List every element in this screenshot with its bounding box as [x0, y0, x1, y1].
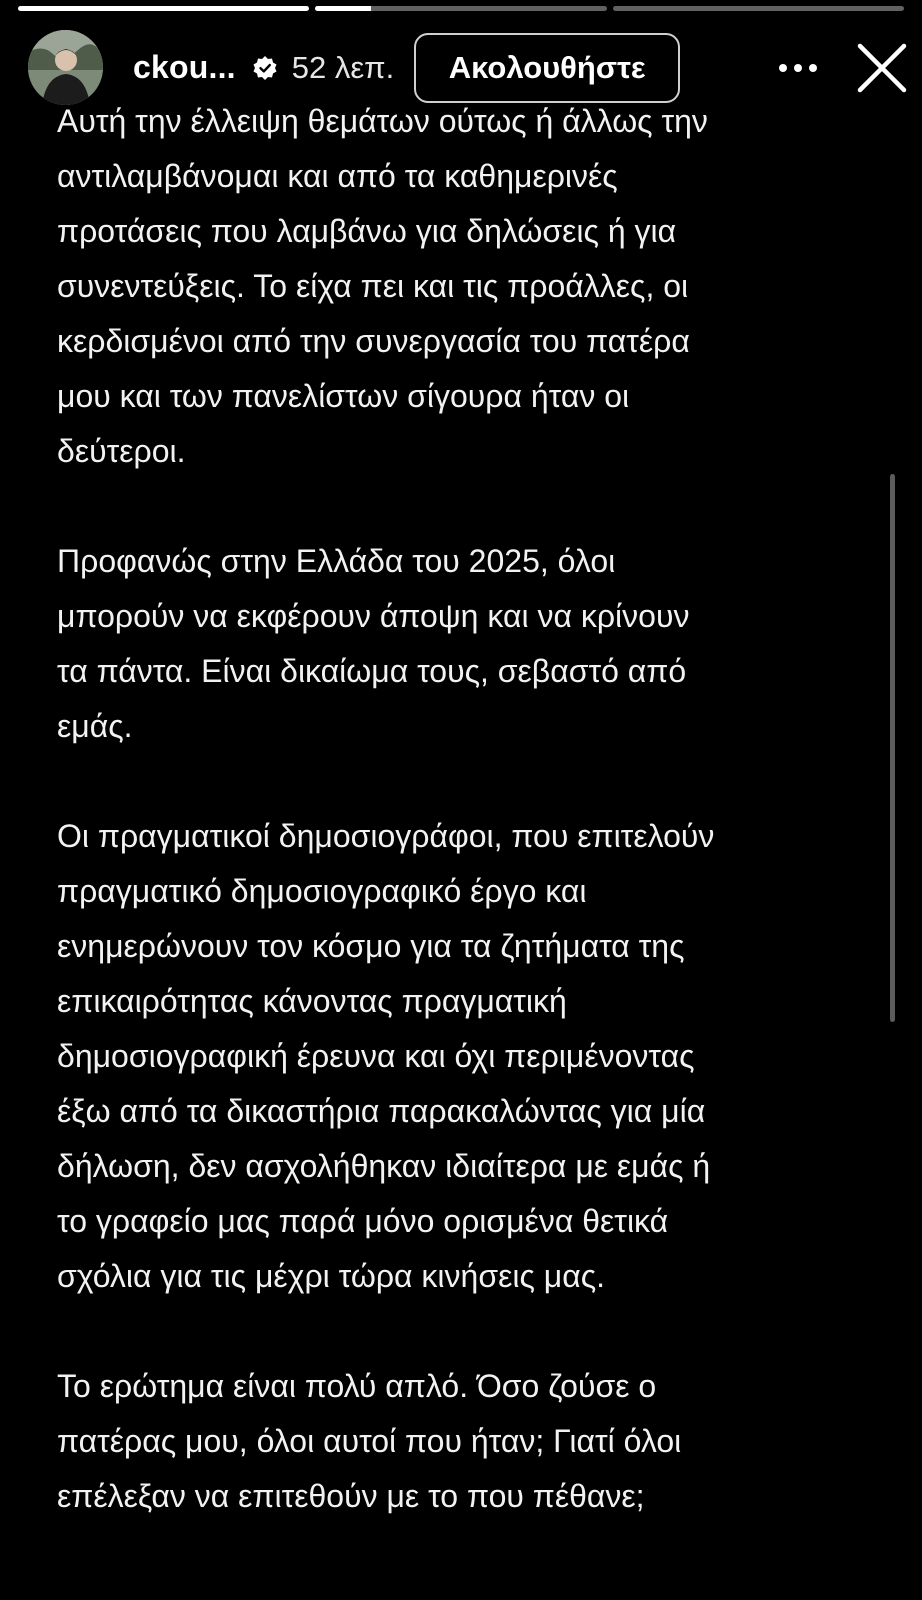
story-text-line: δήλωση, δεν ασχολήθηκαν ιδιαίτερα με εμάς ή	[57, 1148, 711, 1184]
progress-segment	[315, 6, 606, 11]
story-text-line: Προφανώς στην Ελλάδα του 2025, όλοι	[57, 543, 616, 579]
username[interactable]: ckou...	[133, 49, 236, 85]
progress-segment	[613, 6, 904, 11]
time-ago: 52 λεπ.	[291, 49, 395, 85]
follow-button[interactable]: Ακολουθήστε	[414, 33, 680, 103]
scrollbar[interactable]	[890, 474, 895, 1022]
story-progress-bar	[18, 6, 904, 11]
story-paragraph	[57, 534, 857, 754]
story-text-line: επέλεξαν να επιτεθούν με το που πέθανε;	[57, 1478, 645, 1514]
story-text-line: Το ερώτημα είναι πολύ απλό. Όσο ζούσε ο	[57, 1368, 657, 1404]
progress-segment-fill	[315, 6, 370, 11]
story-text-line: δεύτεροι.	[57, 433, 186, 469]
progress-segment-fill	[18, 6, 309, 11]
close-icon[interactable]	[854, 40, 910, 96]
story-text-line: προτάσεις που λαμβάνω για δηλώσεις ή για	[57, 213, 677, 249]
story-text-line: έξω από τα δικαστήρια παρακαλώντας για μία	[57, 1093, 706, 1129]
story-text-line: μπορούν να εκφέρουν άποψη και να κρίνουν	[57, 598, 690, 634]
story-text-line: πραγματικό δημοσιογραφικό έργο και	[57, 873, 587, 909]
progress-segment	[18, 6, 309, 11]
story-text-line: μου και των πανελίστων σίγουρα ήταν οι	[57, 378, 630, 414]
story-text-line: κερδισμένοι από την συνεργασία του πατέρα	[57, 323, 690, 359]
story-paragraph	[57, 1359, 857, 1524]
story-text-line: συνεντεύξεις. Το είχα πει και τις προάλλες, οι	[57, 268, 689, 304]
story-text-line: τα πάντα. Είναι δικαίωμα τους, σεβαστό από	[57, 653, 687, 689]
story-paragraph	[57, 809, 857, 1304]
verified-badge-icon	[252, 55, 278, 81]
story-text-line: Αυτή την έλλειψη θεμάτων ούτως ή άλλως την	[57, 103, 708, 139]
story-text-line: δημοσιογραφική έρευνα και όχι περιμένοντας	[57, 1038, 695, 1074]
story-text-line: Οι πραγματικοί δημοσιογράφοι, που επιτελούν	[57, 818, 715, 854]
story-text	[57, 94, 857, 1579]
story-text-line: ενημερώνουν τον κόσμο για τα ζητήματα της	[57, 928, 685, 964]
story-text-line: επικαιρότητας κάνοντας πραγματική	[57, 983, 567, 1019]
story-text-line: πατέρας μου, όλοι αυτοί που ήταν; Γιατί όλοι	[57, 1423, 682, 1459]
story-text-line: εμάς.	[57, 708, 133, 744]
story-text-line: το γραφείο μας παρά μόνο ορισμένα θετικά	[57, 1203, 669, 1239]
story-paragraph	[57, 94, 857, 479]
story-text-line: αντιλαμβάνομαι και από τα καθημερινές	[57, 158, 618, 194]
story-text-line: σχόλια για τις μέχρι τώρα κινήσεις μας.	[57, 1258, 605, 1294]
more-dots-icon[interactable]	[763, 48, 833, 88]
